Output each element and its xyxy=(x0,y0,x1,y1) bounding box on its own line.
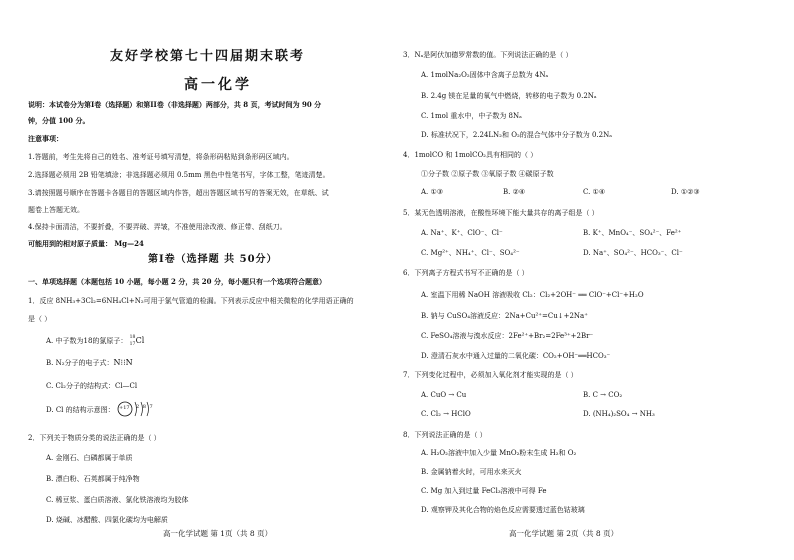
q8-option-d: D. 观察钾及其化合物的焰色反应需要透过蓝色钴玻璃 xyxy=(421,506,585,514)
subject-title: 高一化学 xyxy=(184,77,252,93)
q2-stem: 2．下列关于物质分类的说法正确的是（ ） xyxy=(28,434,161,442)
q4-option-a: A. ①③ xyxy=(421,188,444,196)
q4-stem: 4．1molCO 和 1molCO₂具有相同的（ ） xyxy=(403,151,538,159)
q1-stem-1: 1．反应 8NH₃+3Cl₂=6NH₄Cl+N₂可用于氯气管道的检漏。下列表示反应中相关微粒的化学用语正确的 xyxy=(28,297,354,305)
section-single-choice: 一、单项选择题（本题包括 10 小题，每小题 2 分，共 20 分，每小题只有一个选项符合题意） xyxy=(28,277,326,286)
q2-option-a: A. 金刚石、白磷都属于单质 xyxy=(46,454,133,462)
q1-option-b: B. N₂分子的电子式：N⁝⁝N xyxy=(46,358,133,367)
q5-stem: 5．某无色透明溶液，在酸性环境下能大量共存的离子组是（ ） xyxy=(403,209,599,217)
q1-option-d: D. Cl 的结构示意图： xyxy=(46,406,115,414)
q7-stem: 7．下列变化过程中，必须加入氧化剂才能实现的是（ ） xyxy=(403,371,578,379)
q3-option-c: C. 1mol 重水中，中子数为 8Nₐ xyxy=(421,112,522,120)
q6-option-a: A. 室温下用稀 NaOH 溶液吸收 Cl₂：Cl₂+2OH⁻ ══ ClO⁻+Cl⁻+H₂O xyxy=(421,291,644,299)
cl-atom-structure-diagram xyxy=(116,399,156,419)
q7-option-b: B. C → CO₂ xyxy=(583,391,623,399)
notice-1: 1.答题前，考生先将自己的姓名、准考证号填写清楚，将条形码粘贴到条形码区域内。 xyxy=(28,153,294,161)
q1-option-c: C. Cl₂分子的结构式：Cl—Cl xyxy=(46,382,138,390)
q7-option-d: D. (NH₄)₂SO₄ → NH₃ xyxy=(583,410,655,418)
q3-option-d: D. 标准状况下，2.24LN₂和 O₂的混合气体中分子数为 0.2Nₐ xyxy=(421,131,612,139)
footer-left: 高一化学试题 第 1页（共 8 页） xyxy=(163,529,273,538)
q2-option-b: B. 漂白粉、石英都属于纯净物 xyxy=(46,475,140,483)
notice-4: 4.保持卡面清洁，不要折叠，不要弄破、弄皱，不准使用涂改液、修正带、刮纸刀。 xyxy=(28,223,287,231)
part1-title: 第Ⅰ卷（选择题 共 50分） xyxy=(148,254,278,265)
nucleus-charge: +17 xyxy=(119,405,130,411)
q8-option-b: B. 金属钠着火时，可用水来灭火 xyxy=(421,468,522,476)
n2-electron-formula: N⁝⁝N xyxy=(113,358,133,367)
notice-title: 注意事项： xyxy=(28,134,63,143)
footer-right: 高一化学试题 第 2页（共 8 页） xyxy=(509,529,619,538)
notice-3b: 题卷上答题无效。 xyxy=(28,206,84,214)
q8-option-c: C. Mg 加入到过量 FeCl₃溶液中可得 Fe xyxy=(421,487,547,495)
q3-stem: 3．Nₐ是阿伏加德罗常数的值。下列说法正确的是（ ） xyxy=(403,51,573,59)
q1-stem-2: 是（ ） xyxy=(28,315,52,323)
q1-option-a: A. 中子数为18的氯原子： 18 17 Cl xyxy=(46,336,150,346)
q5-option-c: C. Mg²⁺、NH₄⁺、Cl⁻、SO₄²⁻ xyxy=(421,249,520,257)
q2-option-c: C. 稀豆浆、蛋白质溶液、氯化铁溶液均为胶体 xyxy=(46,496,189,504)
notice-3a: 3.请按照题号顺序在答题卡各题目的答题区域内作答，超出答题区域书写的答案无效，在草纸、试 xyxy=(28,189,329,197)
chlorine-isotope-notation: 18 17 Cl xyxy=(129,335,145,347)
atomic-mass-line: 可能用到的相对原子质量： Mg—24 xyxy=(28,239,144,248)
q3-option-b: B. 2.4g 镁在足量的氧气中燃烧，转移的电子数为 0.2Nₐ xyxy=(421,92,597,100)
q6-option-b: B. 钠与 CuSO₄溶液反应：2Na+Cu²⁺=Cu↓+2Na⁺ xyxy=(421,312,588,320)
q6-stem: 6．下列离子方程式书写不正确的是（ ） xyxy=(403,269,529,277)
q6-option-d: D. 澄清石灰水中通入过量的二氧化碳：CO₂+OH⁻══HCO₃⁻ xyxy=(421,352,611,360)
q7-option-a: A. CuO → Cu xyxy=(421,391,467,399)
q4-option-b: B. ②④ xyxy=(503,188,526,196)
electron-shells: 2 8 7 xyxy=(136,404,154,410)
q4-items: ①分子数 ②原子数 ③氧原子数 ④碳原子数 xyxy=(421,170,554,178)
school-title: 友好学校第七十四届期末联考 xyxy=(110,49,306,64)
q7-option-c: C. Cl₂ → HClO xyxy=(421,410,471,418)
intro-line-1: 说明：本试卷分为第Ⅰ卷（选择题）和第II卷（非选择题）两部分，共 8 页，考试时间为 90 分 xyxy=(28,100,322,109)
intro-line-2: 钟，分值 100 分。 xyxy=(28,116,90,125)
q8-option-a: A. H₂O₂溶液中加入少量 MnO₂粉末生成 H₂和 O₂ xyxy=(421,449,577,457)
q3-option-a: A. 1molNa₂O₂固体中含离子总数为 4Nₐ xyxy=(421,71,549,79)
q6-option-c: C. FeSO₄溶液与溴水反应：2Fe²⁺+Br₂=2Fe³⁺+2Br⁻ xyxy=(421,332,594,340)
notice-2: 2.选择题必须用 2B 铅笔填涂；非选择题必须用 0.5mm 黑色中性笔书写，字体工整，笔迹清楚。 xyxy=(28,171,330,179)
q5-option-d: D. Na⁺、SO₄²⁻、HCO₃⁻、Cl⁻ xyxy=(583,249,683,257)
q5-option-a: A. Na⁺、K⁺、ClO⁻、Cl⁻ xyxy=(421,229,503,237)
q5-option-b: B. K⁺、MnO₄⁻、SO₄²⁻、Fe²⁺ xyxy=(583,229,682,237)
q4-option-c: C. ①④ xyxy=(583,188,606,196)
q4-option-d: D. ①②③ xyxy=(671,188,700,196)
q2-option-d: D. 烧碱、冰醋酸、四氯化碳均为电解质 xyxy=(46,516,168,524)
q8-stem: 8．下列说法正确的是（ ） xyxy=(403,431,487,439)
